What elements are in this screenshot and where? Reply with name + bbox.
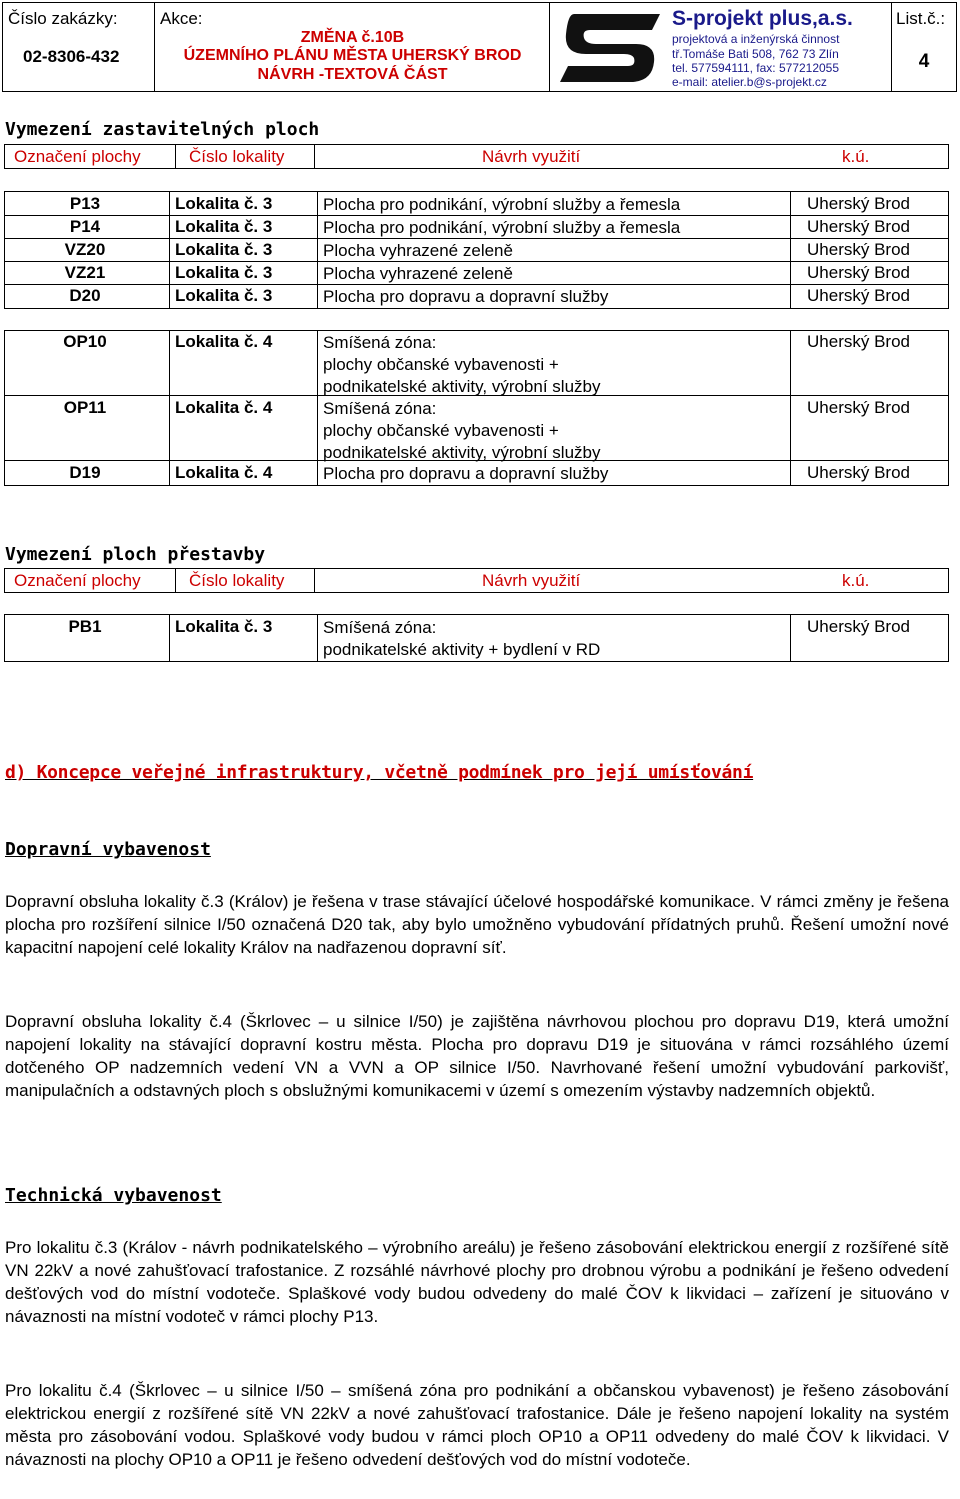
locality-number: 3	[258, 617, 273, 636]
row-divider	[5, 215, 948, 216]
use-line-1: Plocha pro dopravu a dopravní služby	[323, 464, 609, 483]
use-line-3: podnikatelské aktivity, výrobní služby	[323, 443, 601, 462]
locality	[175, 286, 272, 306]
header-col-locality: Číslo lokality	[189, 571, 285, 590]
row-divider	[5, 284, 948, 285]
locality-label: Lokalita č.	[175, 617, 259, 636]
header-divider	[175, 569, 176, 592]
locality	[175, 463, 272, 483]
locality-number: 4	[258, 463, 273, 482]
firm-line-3: tel. 577594111, fax: 577212055	[672, 61, 840, 75]
table-row	[5, 286, 948, 308]
order-cell	[3, 3, 155, 91]
locality-label: Lokalita č.	[175, 263, 259, 282]
header-col-use: Návrh využití	[482, 147, 581, 166]
order-label: Číslo zakázky:	[8, 9, 118, 28]
plot-code: P14	[69, 217, 101, 236]
use-line-1: Plocha pro podnikání, výrobní služby a řemesla	[323, 195, 681, 214]
table-row	[5, 332, 948, 396]
cadastre: Uherský Brod	[807, 617, 910, 636]
plot-code: P13	[69, 194, 101, 213]
locality	[175, 617, 272, 637]
header-divider	[314, 569, 315, 592]
action-label: Akce:	[160, 9, 203, 28]
header-divider	[314, 145, 315, 168]
locality-number: 4	[258, 398, 273, 417]
plot-code: VZ20	[64, 240, 106, 259]
cadastre: Uherský Brod	[807, 263, 910, 282]
locality-label: Lokalita č.	[175, 332, 259, 351]
plot-code: OP10	[63, 332, 107, 351]
use-line-1: Smíšená zóna:	[323, 333, 437, 352]
table-buildable-b	[4, 330, 949, 486]
section-title-redevelopment: Vymezení ploch přestavby	[5, 544, 266, 565]
locality-label: Lokalita č.	[175, 398, 259, 417]
firm-name: S-projekt plus,a.s.	[672, 7, 853, 30]
action-line-2: ÚZEMNÍHO PLÁNU MĚSTA UHERSKÝ BROD	[183, 47, 522, 64]
table-row	[5, 617, 948, 659]
plot-code: VZ21	[64, 263, 106, 282]
transport-paragraph-2: Dopravní obsluha lokality č.4 (Škrlovec – u silnice I/50) je zajištěna návrhovou plochou pro dopravu D19, která umožní napojení lokality na stávající dopravní kostru města. Plocha pro dopravu D19 je situována v rámci rozsáhlého území dotčeného OP nadzemních vedení VN a VVN a OP silnice I/50. Navrhované řešení umožní vybudování parkovišť, manipulačních a odstavných ploch s obslužnými komunikacemi v území s omezením výstavby nadzemních objektů.	[5, 1012, 949, 1100]
firm-line-1: projektová a inženýrská činnost	[672, 32, 840, 46]
locality-number: 3	[258, 263, 273, 282]
header-col-use: Návrh využití	[482, 571, 581, 590]
table-header-redevelopment	[4, 568, 949, 593]
use-line-2: plochy občanské vybavenosti +	[323, 421, 559, 440]
locality	[175, 194, 272, 214]
cadastre: Uherský Brod	[807, 240, 910, 259]
use-line-2: podnikatelské aktivity + bydlení v RD	[323, 640, 601, 659]
use-line-1: Smíšená zóna:	[323, 399, 437, 418]
locality-label: Lokalita č.	[175, 463, 259, 482]
locality-number: 4	[258, 332, 273, 351]
header-col-locality: Číslo lokality	[189, 147, 285, 166]
table-row	[5, 263, 948, 285]
locality	[175, 332, 272, 352]
transport-paragraph-1: Dopravní obsluha lokality č.3 (Králov) je řešena v trase stávající účelové hospodářské komunikace. V rámci změny je řešena plocha pro rozšíření silnice I/50 označená D20 tak, aby bylo umožněno vybudování přídatných pruhů. Řešení umožní nové kapacitní napojení celé lokality Králov na nadřazenou dopravní síť.	[5, 892, 949, 957]
firm-line-4: e-mail: atelier.b@s-projekt.cz	[672, 75, 827, 89]
cadastre: Uherský Brod	[807, 217, 910, 236]
use-line-3: podnikatelské aktivity, výrobní služby	[323, 377, 601, 396]
action-cell	[155, 3, 550, 91]
sheet-label: List.č.:	[896, 9, 946, 28]
locality-label: Lokalita č.	[175, 194, 259, 213]
plot-code: PB1	[68, 617, 102, 636]
row-divider	[5, 238, 948, 239]
section-title-buildable: Vymezení zastavitelných ploch	[5, 119, 320, 140]
cadastre: Uherský Brod	[807, 463, 910, 482]
locality	[175, 217, 272, 237]
use-line-1: Plocha pro dopravu a dopravní služby	[323, 287, 609, 306]
locality-number: 3	[258, 194, 273, 213]
document-header	[2, 2, 957, 92]
header-col-cadastre: k.ú.	[842, 571, 870, 590]
cadastre: Uherský Brod	[807, 194, 910, 213]
locality-number: 3	[258, 286, 273, 305]
header-col-cadastre: k.ú.	[842, 147, 870, 166]
heading-transport: Dopravní vybavenost	[5, 839, 211, 860]
heading-technical: Technická vybavenost	[5, 1185, 222, 1206]
row-divider	[5, 261, 948, 262]
cadastre: Uherský Brod	[807, 332, 910, 351]
header-divider	[175, 145, 176, 168]
action-line-3: NÁVRH -TEXTOVÁ ČÁST	[257, 66, 448, 83]
use-line-1: Plocha vyhrazené zeleně	[323, 264, 513, 283]
technical-paragraph-1: Pro lokalitu č.3 (Králov - návrh podnikatelského – výrobního areálu) je řešeno zásobování elektrickou energií z rozšířené sítě VN 22kV a nové zahušťovací trafostanice. Z rozsáhlé návrhové plochy pro drobnou výrobu a podnikání je řešeno odvedení dešťových vod do místní vodoteče. Splaškové vody budou odvedeny do malé ČOV k likvidaci – zařízení je situováno v návaznosti na místní vodoteč v rámci plochy P13.	[5, 1238, 949, 1326]
use-line-2: plochy občanské vybavenosti +	[323, 355, 559, 374]
firm-line-2: tř.Tomáše Bati 508, 762 73 Zlín	[672, 47, 839, 61]
use-line-1: Smíšená zóna:	[323, 618, 437, 637]
plot-code: D19	[69, 463, 101, 482]
header-col-plot: Označení plochy	[14, 147, 141, 166]
firm-cell	[550, 3, 892, 91]
table-row	[5, 217, 948, 239]
table-row	[5, 463, 948, 485]
sheet-cell	[892, 3, 956, 91]
locality-number: 3	[258, 240, 273, 259]
technical-paragraph-2: Pro lokalitu č.4 (Škrlovec – u silnice I/50 – smíšená zóna pro podnikání a občanskou vybavenost) je řešeno zásobování elektrickou energií z rozšířené sítě VN 22kV a nové zahušťovací trafostanice. Dále je řešeno napojení lokality na systém města pro zásobování vodou. Splaškové vody budou v rámci ploch OP10 a OP11 odvedeny do malé ČOV k likvidaci. V návaznosti na plochy OP10 a OP11 je řešeno odvedení dešťových vod do místní vodoteče.	[5, 1381, 949, 1469]
header-col-plot: Označení plochy	[14, 571, 141, 590]
locality-label: Lokalita č.	[175, 217, 259, 236]
table-redevelopment	[4, 614, 949, 662]
order-number: 02-8306-432	[23, 47, 120, 66]
cadastre: Uherský Brod	[807, 286, 910, 305]
sheet-number: 4	[918, 51, 930, 72]
locality	[175, 398, 272, 418]
locality-label: Lokalita č.	[175, 240, 259, 259]
plot-code: D20	[69, 286, 101, 305]
use-line-1: Plocha pro podnikání, výrobní služby a řemesla	[323, 218, 681, 237]
chapter-title: d) Koncepce veřejné infrastruktury, včetně podmínek pro její umísťování	[5, 762, 754, 783]
action-line-1: ZMĚNA č.10B	[300, 29, 405, 46]
use-line-1: Plocha vyhrazené zeleně	[323, 241, 513, 260]
table-row	[5, 398, 948, 462]
locality	[175, 240, 272, 260]
table-row	[5, 240, 948, 262]
locality	[175, 263, 272, 283]
table-row	[5, 194, 948, 216]
cadastre: Uherský Brod	[807, 398, 910, 417]
locality-number: 3	[258, 217, 273, 236]
locality-label: Lokalita č.	[175, 286, 259, 305]
table-header-buildable	[4, 144, 949, 169]
company-logo-icon	[556, 8, 664, 88]
plot-code: OP11	[63, 398, 107, 417]
table-buildable-a	[4, 191, 949, 309]
